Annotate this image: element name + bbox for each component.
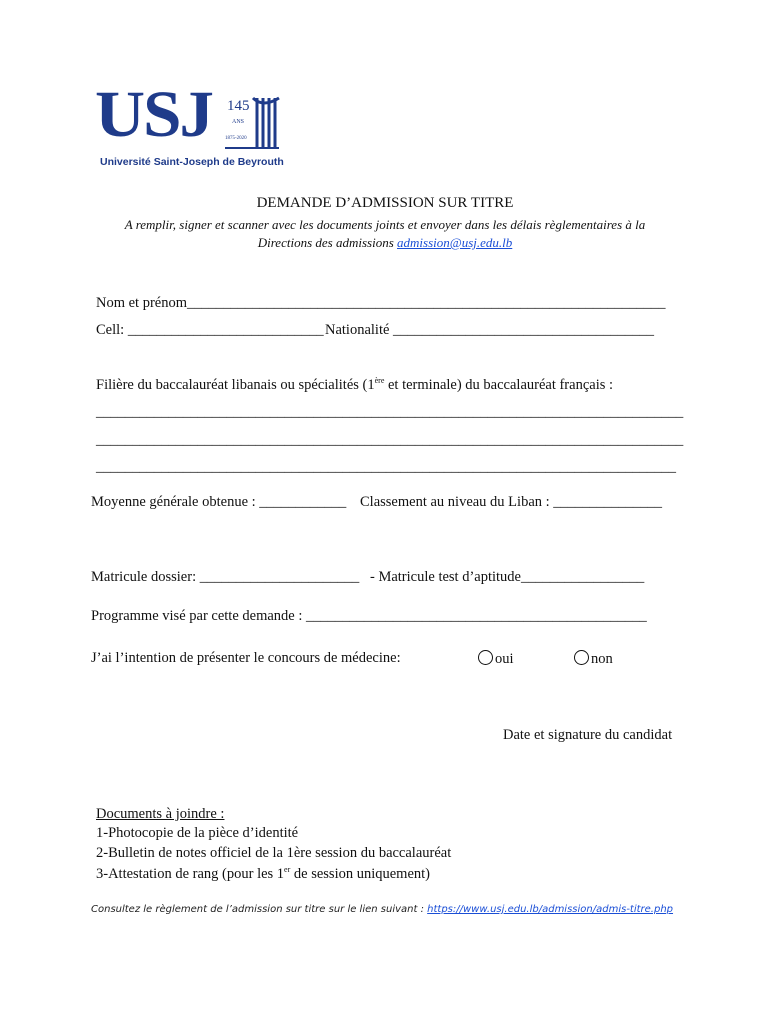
footer-url-link[interactable]: https://www.usj.edu.lb/admission/admis-titre.php xyxy=(427,904,674,915)
form-subtitle-line2 xyxy=(0,235,770,251)
filiere-superscript: ère xyxy=(374,376,385,385)
matricule-dossier-field[interactable]: Matricule dossier: ______________________ xyxy=(91,569,360,585)
admission-email-link[interactable]: admission@usj.edu.lb xyxy=(397,235,513,250)
programme-field[interactable]: Programme visé par cette demande : _______________________________________________ xyxy=(91,608,647,624)
logo-number: 145 xyxy=(227,98,250,114)
footer-note xyxy=(91,904,673,915)
filiere-text-after: et terminale) du baccalauréat français : xyxy=(384,376,614,393)
radio-oui[interactable] xyxy=(478,650,514,668)
logo-years: 1875-2020 xyxy=(225,136,247,141)
filiere-label xyxy=(96,376,613,394)
signature-label: Date et signature du candidat xyxy=(503,727,673,743)
logo-wordmark: USJ xyxy=(95,78,212,151)
radio-oui-circle-icon[interactable] xyxy=(478,650,493,665)
cell-field[interactable]: Cell: ___________________________ xyxy=(96,322,324,338)
matricule-test-field[interactable]: - Matricule test d’aptitude_________________ xyxy=(370,569,645,585)
document-item-3-after: de session uniquement) xyxy=(290,865,431,882)
document-item-3 xyxy=(96,865,430,883)
filiere-blank-line-1[interactable]: _________________________________________________________________________________ xyxy=(96,404,684,420)
radio-oui-label: oui xyxy=(495,651,514,667)
document-item-1: 1-Photocopie de la pièce d’identité xyxy=(96,825,299,841)
form-title: DEMANDE D’ADMISSION SUR TITRE xyxy=(256,195,514,211)
filiere-blank-line-3[interactable]: ________________________________________________________________________________ xyxy=(96,459,676,475)
documents-heading: Documents à joindre : xyxy=(96,806,225,822)
radio-non[interactable] xyxy=(574,650,613,668)
subtitle-prefix: Directions des admissions xyxy=(257,235,398,250)
radio-non-label: non xyxy=(591,651,613,667)
moyenne-field[interactable]: Moyenne générale obtenue : ____________ xyxy=(91,494,347,510)
medecine-question: J’ai l’intention de présenter le concours de médecine: xyxy=(91,650,401,666)
usj-logo xyxy=(95,78,295,172)
document-item-3-before: 3-Attestation de rang (pour les 1 xyxy=(96,865,285,882)
filiere-text-before: Filière du baccalauréat libanais ou spécialités (1 xyxy=(96,376,375,393)
document-item-3-superscript: er xyxy=(284,865,291,874)
radio-non-circle-icon[interactable] xyxy=(574,650,589,665)
logo-ans: ANS xyxy=(232,119,245,125)
nom-prenom-field[interactable]: Nom et prénom__________________________________________________________________ xyxy=(96,295,666,311)
footer-text: Consultez le règlement de l’admission sur titre sur le lien suivant : xyxy=(91,904,428,915)
filiere-blank-line-2[interactable]: _________________________________________________________________________________ xyxy=(96,432,684,448)
logo-university-name: Université Saint-Joseph de Beyrouth xyxy=(100,156,284,168)
document-item-2: 2-Bulletin de notes officiel de la 1ère session du baccalauréat xyxy=(96,845,452,861)
nationalite-field[interactable]: Nationalité ____________________________________ xyxy=(325,322,655,338)
form-subtitle-line1: A remplir, signer et scanner avec les documents joints et envoyer dans les délais règlementaires à la xyxy=(124,217,646,232)
classement-field[interactable]: Classement au niveau du Liban : _______________ xyxy=(360,494,663,510)
